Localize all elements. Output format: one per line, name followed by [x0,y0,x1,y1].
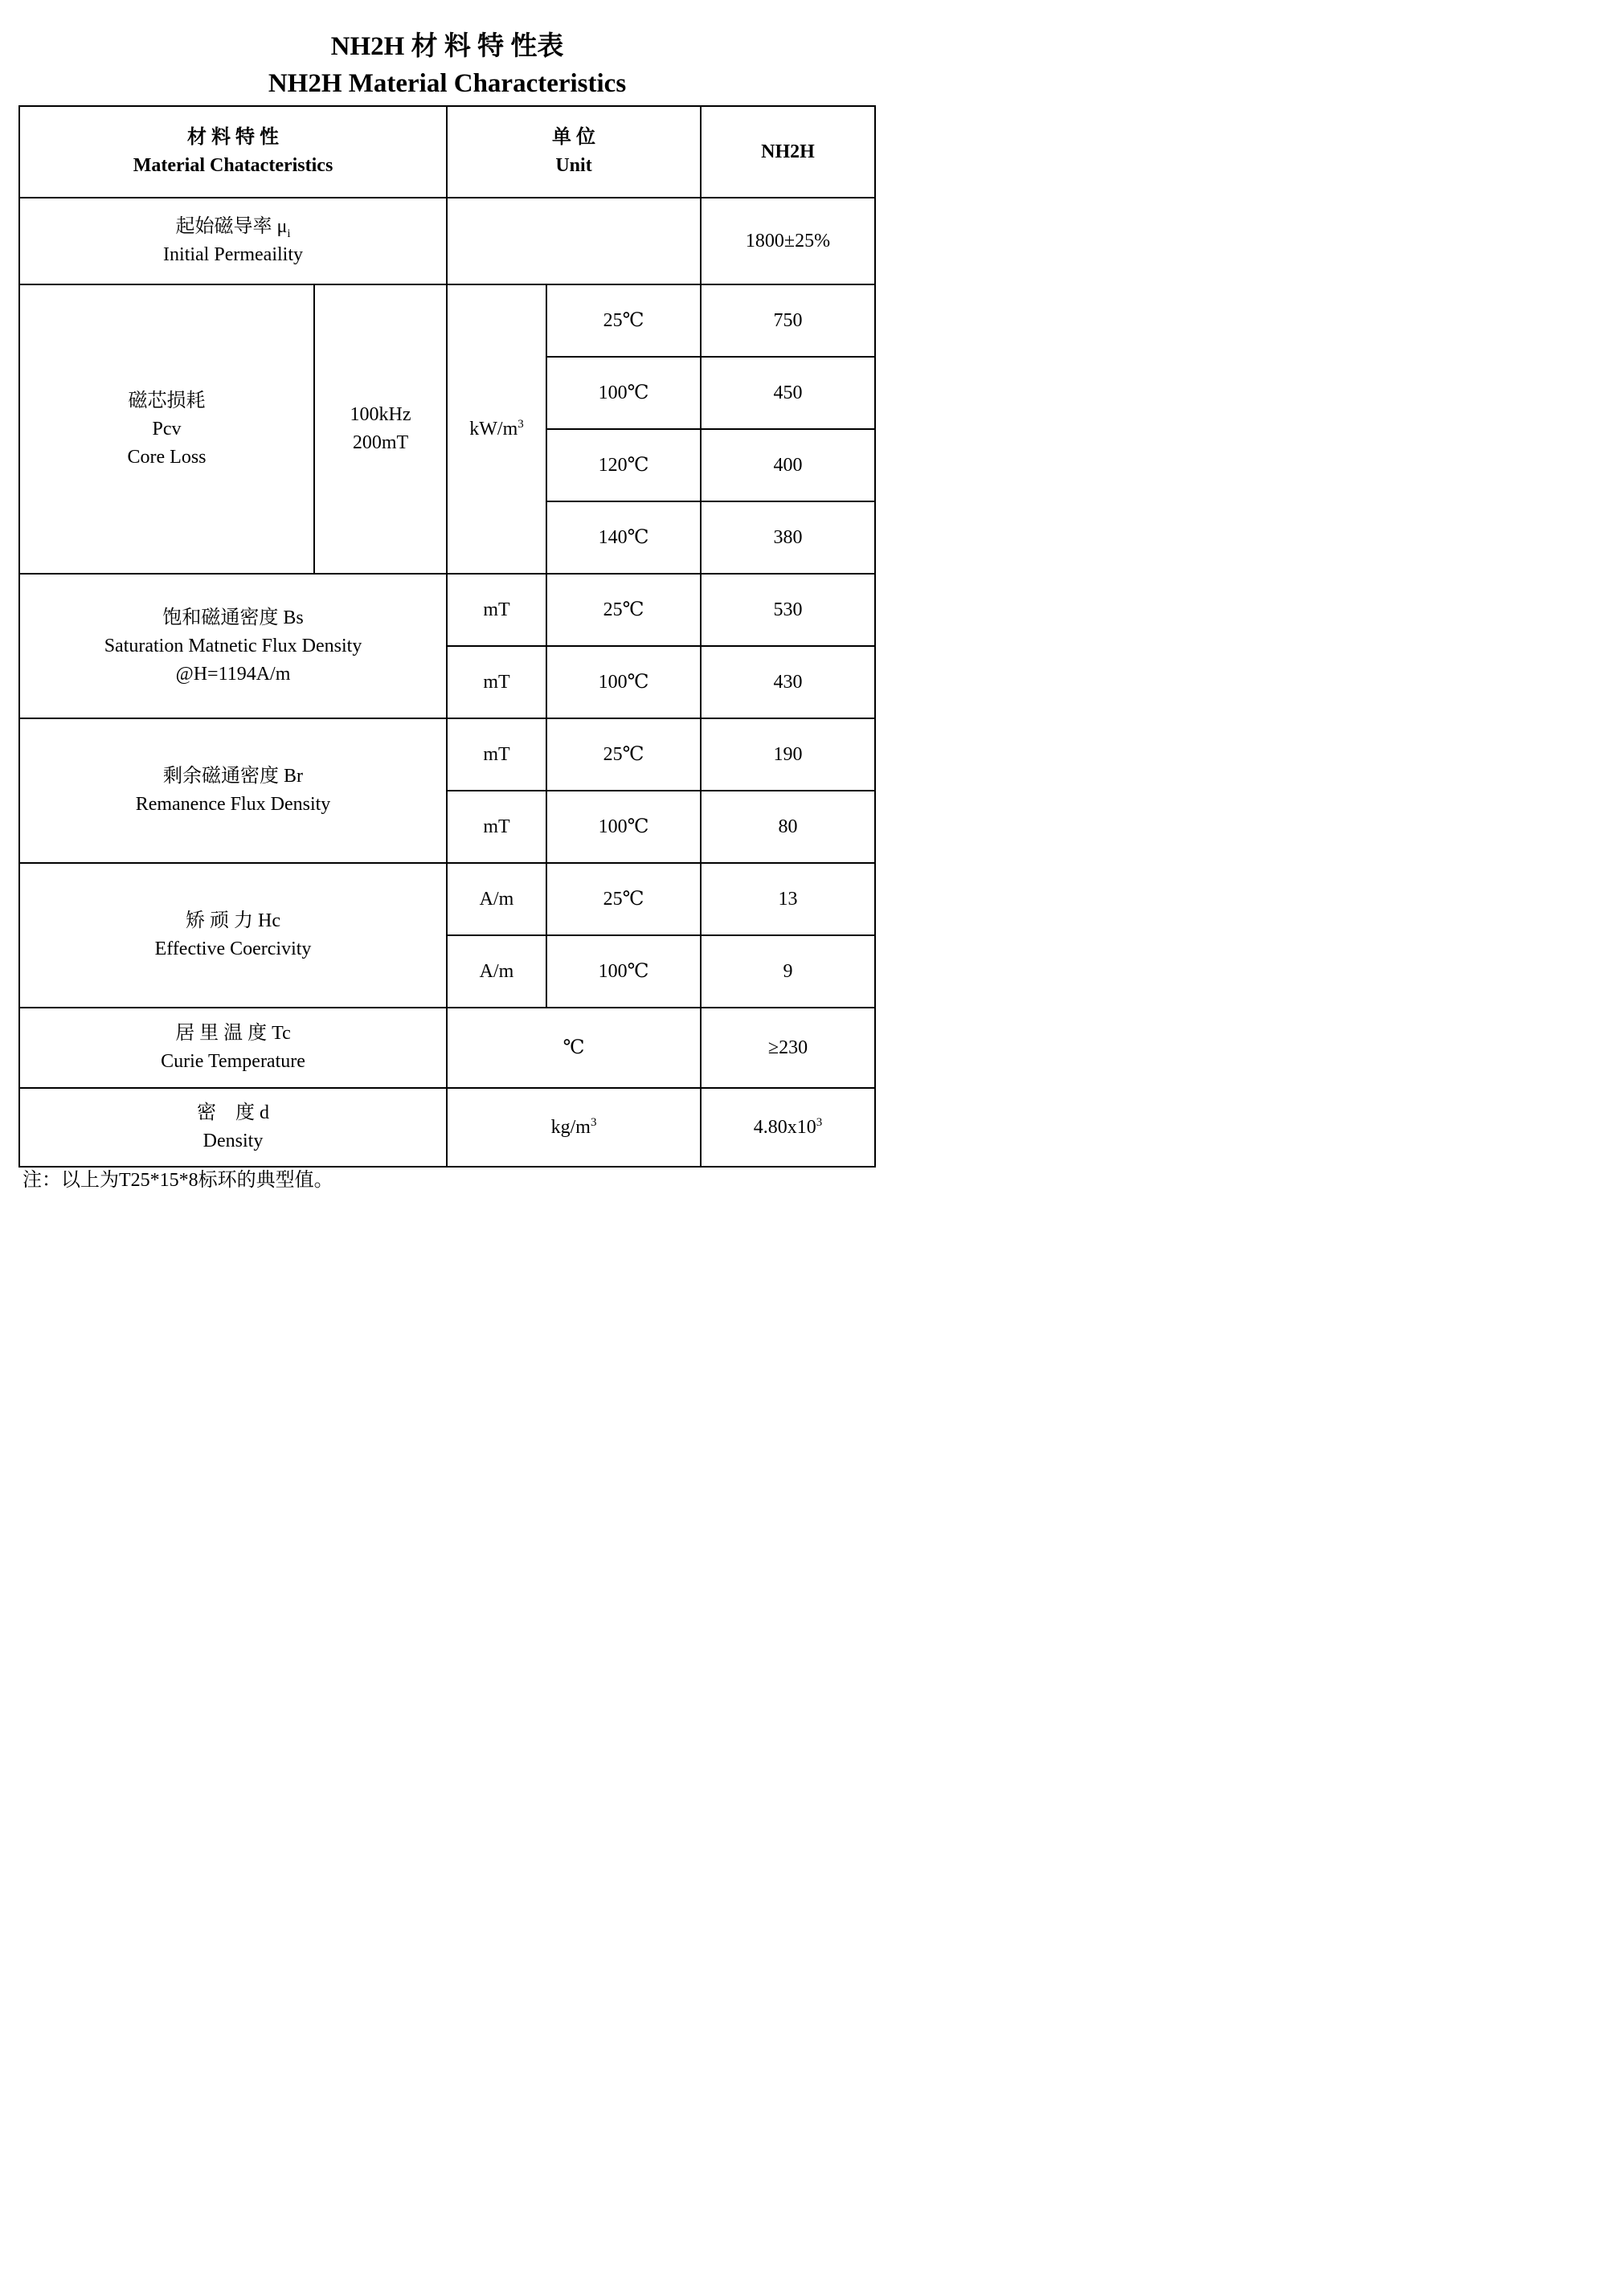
hc-unit: A/m [447,863,546,935]
header-grade: NH2H [761,141,815,162]
core-loss-label-zh: 磁芯损耗 [128,390,206,411]
core-loss-unit-superscript: 3 [517,417,524,431]
permeability-label-en: Initial Permeaility [163,244,303,265]
permeability-subscript: i [287,227,291,240]
header-unit-cell [447,106,701,198]
tc-value: ≥230 [701,1008,875,1088]
core-loss-value: 400 [701,429,875,501]
table-row-density [19,1088,875,1167]
hc-temp: 100℃ [546,935,701,1008]
br-value: 190 [701,718,875,791]
hc-unit: A/m [447,935,546,1008]
bs-label-zh: 饱和磁通密度 Bs [162,607,304,628]
density-label-zh: 密 度 d [197,1102,269,1123]
header-unit-en: Unit [555,155,592,176]
core-loss-flux: 200mT [352,432,409,453]
core-loss-symbol: Pcv [152,418,182,440]
table-row-permeability [19,198,875,284]
br-label-en: Remanence Flux Density [135,794,331,815]
bs-temp: 100℃ [546,646,701,718]
density-unit-cell [447,1088,701,1167]
tc-unit: ℃ [447,1008,701,1088]
table-row-br [19,718,875,791]
permeability-label-cell [19,198,447,284]
permeability-unit-cell [447,198,701,284]
hc-temp: 25℃ [546,863,701,935]
density-label-en: Density [202,1131,264,1151]
density-unit: kg/m [550,1116,591,1138]
density-value-superscript: 3 [816,1115,823,1129]
density-value: 4.80x10 [753,1116,816,1138]
header-property-cell [19,106,447,198]
header-property-en: Material Chatacteristics [133,155,333,176]
material-spec-table [18,105,876,1168]
br-label-cell [19,718,447,863]
core-loss-condition-cell [314,284,447,574]
table-row-tc [19,1008,875,1088]
tc-label-cell [19,1008,447,1088]
br-unit: mT [447,718,546,791]
core-loss-label-cell [19,284,314,574]
permeability-label-zh: 起始磁导率 μ [175,216,288,237]
core-loss-frequency: 100kHz [350,404,411,425]
bs-temp: 25℃ [546,574,701,646]
core-loss-value: 750 [701,284,875,357]
tc-label-en: Curie Temperature [161,1051,305,1072]
hc-value: 9 [701,935,875,1008]
bs-unit: mT [447,574,546,646]
core-loss-unit: kW/m [469,418,518,440]
core-loss-temp: 25℃ [546,284,701,357]
core-loss-temp: 120℃ [546,429,701,501]
core-loss-label-en: Core Loss [127,446,207,468]
br-unit: mT [447,791,546,863]
density-unit-superscript: 3 [590,1115,597,1129]
br-temp: 100℃ [546,791,701,863]
table-row-core-loss [19,284,875,357]
page-title-zh: NH2H 材 料 特 性表 [330,32,564,61]
tc-label-zh: 居 里 温 度 Tc [175,1023,291,1044]
header-grade-cell [701,106,875,198]
core-loss-temp: 100℃ [546,357,701,429]
bs-value: 530 [701,574,875,646]
hc-label-cell [19,863,447,1008]
core-loss-temp: 140℃ [546,501,701,574]
br-value: 80 [701,791,875,863]
table-row-hc [19,863,875,935]
hc-value: 13 [701,863,875,935]
bs-label-cell [19,574,447,718]
bs-unit: mT [447,646,546,718]
core-loss-unit-cell [447,284,546,574]
bs-value: 430 [701,646,875,718]
table-row-bs [19,574,875,646]
core-loss-value: 380 [701,501,875,574]
br-temp: 25℃ [546,718,701,791]
permeability-value: 1800±25% [701,198,875,284]
header-property-zh: 材 料 特 性 [187,127,279,148]
density-label-cell [19,1088,447,1167]
header-unit-zh: 单 位 [552,127,596,148]
core-loss-value: 450 [701,357,875,429]
bs-condition: @H=1194A/m [175,663,291,685]
density-value-cell [701,1088,875,1167]
hc-label-en: Effective Coercivity [154,939,312,959]
br-label-zh: 剩余磁通密度 Br [163,766,303,787]
bs-label-en: Saturation Matnetic Flux Density [104,635,362,656]
hc-label-zh: 矫 顽 力 Hc [186,910,280,931]
page-title-en: NH2H Material Characteristics [268,69,627,98]
footnote: 注：以上为T25*15*8标环的典型值。 [22,1170,333,1191]
table-header-row [19,106,875,198]
